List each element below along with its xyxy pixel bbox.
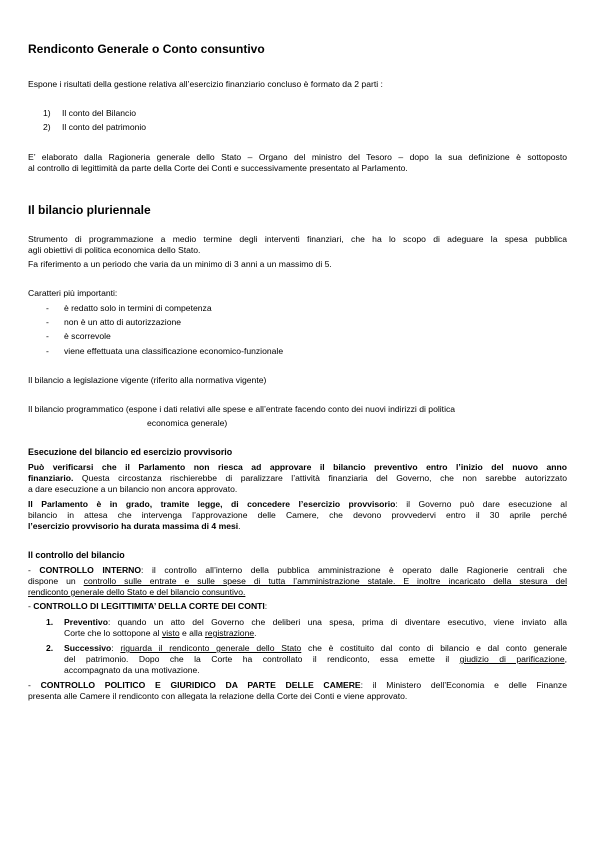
esecuzione-text: .: [238, 521, 241, 531]
bilancio-programmatico-line: economica generale): [147, 418, 228, 428]
pluriennale-period: Fa riferimento a un periodo che varia da un minimo di 3 anni a un massimo di 5.: [28, 259, 332, 269]
preventivo-text: .: [254, 628, 257, 638]
esecuzione-text: Questa circostanza rischierebbe di paralizzare l’attività finanziaria del Governo, che non sarebbe autorizzato: [73, 473, 567, 483]
giudizio-parificazione-term: giudizio di parificazione: [459, 654, 565, 664]
controllo-interno-text: : il controllo all’interno della pubblica amministrazione è operato dalle Ragionerie centrali che: [141, 565, 567, 575]
esecuzione-text: : il Governo può dare esecuzione al: [395, 499, 568, 509]
rendiconto-intro: Espone i risultati della gestione relativa all’esercizio finanziario concluso è formato da 2 parti :: [28, 79, 383, 89]
successivo-text: :: [111, 643, 121, 653]
bilancio-legislazione-vigente: Il bilancio a legislazione vigente (riferito alla normativa vigente): [28, 375, 267, 385]
esecuzione-line: [28, 521, 241, 532]
list-item: Il conto del Bilancio: [62, 108, 137, 118]
list-bullet: -: [28, 601, 34, 611]
feature-item: viene effettuata una classificazione economico-funzionale: [64, 346, 284, 356]
feature-item: non è un atto di autorizzazione: [64, 317, 182, 327]
list-item-number: 1): [43, 108, 51, 118]
esecuzione-bold-text: l’esercizio provvisorio ha durata massima di 4 mesi: [28, 521, 239, 531]
registrazione-term: registrazione: [204, 628, 255, 638]
successivo-text: del patrimonio. Dopo che la Corte ha controllato il rendiconto, essa emette il: [64, 654, 460, 664]
esecuzione-line: Può verificarsi che il Parlamento non riesca ad approvare il bilancio preventivo entro l’inizio del nuovo anno: [28, 462, 567, 472]
esecuzione-bold-text: Il Parlamento è in grado, tramite legge, di concedere l’esercizio provvisorio: [28, 499, 396, 509]
controllo-interno-line: [28, 576, 567, 587]
controllo-legittimita-colon: :: [264, 601, 268, 611]
visto-term: visto: [161, 628, 180, 638]
section-title-esecuzione: Esecuzione del bilancio ed esercizio provvisorio: [28, 447, 233, 457]
list-item-number: 1.: [46, 617, 54, 627]
preventivo-text: Corte che lo sottopone al: [64, 628, 162, 638]
pluriennale-paragraph-line: agli obiettivi di politica economica dello Stato.: [28, 245, 201, 255]
preventivo-label: Preventivo: [64, 617, 108, 627]
controllo-interno-line: [28, 565, 567, 576]
controllo-politico-line: [28, 680, 567, 691]
successivo-text: che è costituito dal conto di bilancio e dal conto generale: [301, 643, 568, 653]
list-item: Il conto del patrimonio: [62, 122, 147, 132]
successivo-label: Successivo: [64, 643, 112, 653]
list-item-number: 2.: [46, 643, 54, 653]
controllo-interno-underlined: rendiconto generale dello Stato e del bilancio consuntivo.: [28, 587, 246, 597]
esecuzione-bold-text: finanziario.: [28, 473, 74, 483]
controllo-successivo-line: [64, 654, 567, 665]
section-title-bilancio-pluriennale: Il bilancio pluriennale: [28, 203, 151, 217]
list-bullet: -: [46, 317, 49, 327]
controllo-legittimita-label: CONTROLLO DI LEGITTIMITA’ DELLA CORTE DEI CONTI: [33, 601, 265, 611]
esecuzione-line: [28, 499, 567, 510]
list-bullet: -: [46, 303, 49, 313]
section-title-rendiconto: Rendiconto Generale o Conto consuntivo: [28, 42, 265, 56]
successivo-underlined: riguarda il rendiconto generale dello Stato: [120, 643, 302, 653]
controllo-interno-text: dispone un: [28, 576, 84, 586]
bilancio-programmatico-line: Il bilancio programmatico (espone i dati relativi alle spese e all’entrate facendo conto dei nuovi indirizzi di politica: [28, 404, 456, 414]
esecuzione-line: bilancio in attesa che intervenga l’approvazione delle Camere, che devono provvedervi entro il 30 aprile perché: [28, 510, 567, 520]
rendiconto-paragraph-line: E’ elaborato dalla Ragioneria generale dello Stato – Organo del ministro del Tesoro – dopo la sua definizione è sottoposto: [28, 152, 567, 162]
controllo-politico-text: : il Ministero dell’Economia e delle Finanze: [360, 680, 568, 690]
controllo-legittimita-line: [28, 601, 267, 612]
controllo-successivo-line: [64, 643, 567, 654]
list-bullet: -: [28, 680, 41, 690]
list-bullet: -: [28, 565, 40, 575]
list-bullet: -: [46, 331, 49, 341]
preventivo-text: e alla: [179, 628, 205, 638]
feature-item: è scorrevole: [64, 331, 111, 341]
controllo-politico-label: CONTROLLO POLITICO E GIURIDICO DA PARTE DELLE CAMERE: [40, 680, 361, 690]
esecuzione-line: a dare esecuzione a un bilancio non ancora approvato.: [28, 484, 238, 494]
section-title-controllo: Il controllo del bilancio: [28, 550, 125, 560]
esecuzione-line: [28, 473, 567, 484]
controllo-successivo-line: accompagnato da una motivazione.: [64, 665, 200, 675]
controllo-politico-line: presenta alle Camere il rendiconto con allegata la relazione della Corte dei Conti e viene approvato.: [28, 691, 408, 701]
list-item-number: 2): [43, 122, 51, 132]
controllo-interno-underlined: controllo sulle entrate e sulle spese di tutta l’amministrazione statale. E inoltre incaricato della stesura del: [83, 576, 567, 586]
rendiconto-paragraph-line: al controllo di legittimità da parte della Corte dei Conti e successivamente presentato al Parlamento.: [28, 163, 408, 173]
pluriennale-paragraph-line: Strumento di programmazione a medio termine degli interventi finanziari, che ha lo scopo di adeguare la spesa pubblica: [28, 234, 567, 244]
list-bullet: -: [46, 346, 49, 356]
feature-item: è redatto solo in termini di competenza: [64, 303, 212, 313]
features-label: Caratteri più importanti:: [28, 288, 118, 298]
successivo-text: ,: [564, 654, 567, 664]
preventivo-text: : quando un atto del Governo che deliberi una spesa, prima di diventare esecutivo, viene inviato alla: [107, 617, 567, 627]
controllo-preventivo-line: [64, 617, 567, 628]
controllo-interno-label: CONTROLLO INTERNO: [39, 565, 142, 575]
controllo-preventivo-line: [64, 628, 257, 639]
